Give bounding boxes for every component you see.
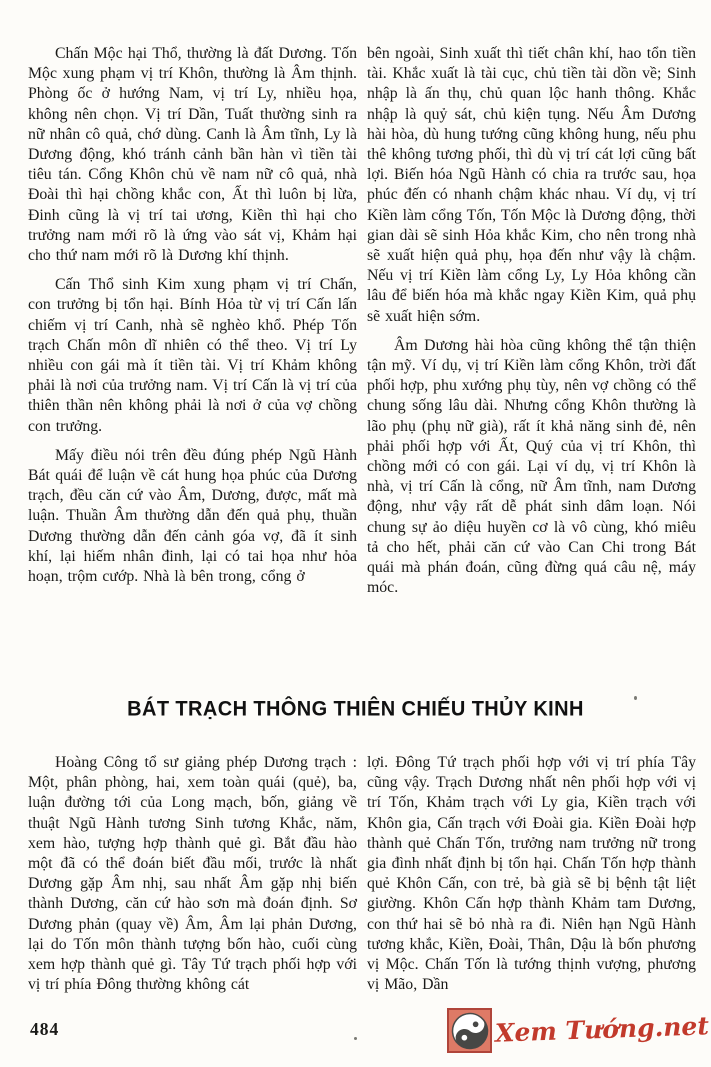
paragraph: Chấn Mộc hại Thổ, thường là đất Dương. Tốn Mộc xung phạm vị trí Khôn, thường là Âm thịnh. Phòng ốc ở hướng Nam, vị trí Ly, nhiều họa, không nên chọn. Vị trí Dần, Tuất thường sinh ra nữ nhân cô quả, chớ dùng. Canh là Âm tĩnh, Ly là Dương động, khó tránh cảnh bần hàn vì tiền tài tiêu tán. Cổng Khôn chủ về nam nữ cô quả, nhà Đoài thì hại chồng khắc con, Ất thì luôn bị lừa, Đinh cũng là vị trí tai ương, Kiền thì hại cho trưởng nam mới rõ là ứng vào sát vị, Khảm hại cho thứ nam mới rõ là Dương khí thịnh. — [28, 45, 357, 265]
bottom-right-column — [367, 753, 696, 1004]
section-top — [28, 44, 696, 607]
top-right-column — [367, 44, 696, 607]
yin-yang-icon — [447, 1008, 492, 1053]
paragraph: lợi. Đông Tứ trạch phối hợp với vị trí phía Tây cũng vậy. Trạch Dương nhất nên phối hợp với vị trí Tốn, Khảm trạch với Ly gia, Kiền trạch với Khôn gia, Cấn trạch với Đoài gia. Kiền Đoài hợp thành quẻ Chấn Tốn, trưởng nam trưởng nữ trong gia đình nhất định bị tổn hại. Chấn Tốn hợp thành quẻ Khôn Cấn, con trẻ, bà già sẽ bị bệnh tật liệt giường. Khôn Cấn hợp thành Khảm tam Dương, con thứ hai sẽ bỏ nhà ra đi. Niên hạn Ngũ Hành tương khắc, Kiền, Đoài, Thân, Dậu là bốn phương vị Mộc. Chấn Tốn là tướng thịnh vượng, phương vị Mão, Dần — [367, 754, 696, 994]
page-number: 484 — [30, 1019, 60, 1039]
watermark — [447, 1008, 709, 1053]
paragraph: Âm Dương hài hòa cũng không thể tận thiện tận mỹ. Ví dụ, vị trí Kiền làm cổng Khôn, trời đất phối hợp, phu xướng phụ tùy, nên vợ chồng có thể chung sống lâu dài. Nhưng cổng Khôn thường là lão phụ (phụ nữ già), rất ít khả năng sinh đẻ, nên phải phối hợp với Ất, Quý của vị trí Khôn, thì chồng mới có con gái. Lại ví dụ, vị trí Khôn là nhà, vị trí Cấn là cổng, nữ Âm tĩnh, nam Dương động, như vậy rất dễ phát sinh dâm loạn. Nói chung sự ảo diệu huyền cơ là vô cùng, khó miêu tả cho hết, phải căn cứ vào Can Chi trong Bát quái mà phán đoán, cũng đừng quá câu nệ, máy móc. — [367, 336, 696, 597]
section-bottom — [28, 753, 696, 1004]
watermark-site-name: Xem Tướng.net — [494, 1011, 710, 1049]
scan-speck — [354, 1037, 357, 1040]
paragraph: Hoàng Công tổ sư giảng phép Dương trạch : Một, phân phòng, hai, xem toàn quái (quẻ), ba, luận đường tới của Long mạch, bốn, giảng về thuật Ngũ Hành tương Sinh tương Khắc, năm, xem hào, tượng hợp thành quẻ gì. Bắt đầu hào một đã có thể đoán biết đầu mối, trước là nhất Dương gặp Âm nhị, sau nhất Âm gặp nhị biến thành Dương, căn cứ hào sơn mà đoán định. Sơ Dương phản (quay về) Âm, Âm lại phản Dương, lại do Tốn môn thành tượng bốn hào, cuối cùng xem hợp thành quẻ gì. Tây Tứ trạch phối hợp với vị trí phía Đông thường không cát — [28, 754, 357, 994]
paragraph: bên ngoài, Sinh xuất thì tiết chân khí, hao tổn tiền tài. Khắc xuất là tài cục, chủ tiền tài dồn về; Sinh nhập là ấn thụ, chủ quan lộc hanh thông. Khắc nhập là quỷ sát, chủ kiện tụng. Nếu Âm Dương hài hòa, dù hung tướng cũng không hung, nếu phu thê không tương phối, thì dù vị trí cát lợi cũng bất lợi. Biến hóa Ngũ Hành có chia ra trước sau, họa phúc đến có nhanh chậm khác nhau. Ví dụ, vị trí Kiền làm cổng Tốn, Tốn Mộc là Dương động, thời gian dài sẽ sinh Hỏa khắc Kim, cho nên trong nhà sẽ xuất hiện quả phụ, họa đến như vậy là chậm. Nếu vị trí Kiền làm cổng Ly, Ly Hỏa không cần lâu để biến hóa mà khắc ngay Kiền Kim, quả phụ sẽ xuất hiện sớm. — [367, 45, 696, 325]
top-left-column — [28, 44, 357, 607]
scan-speck — [634, 696, 637, 700]
bottom-left-column — [28, 753, 357, 1004]
chapter-heading: BÁT TRẠCH THÔNG THIÊN CHIẾU THỦY KINH — [127, 697, 584, 721]
paragraph: Cấn Thổ sinh Kim xung phạm vị trí Chấn, con trưởng bị tổn hại. Bính Hỏa từ vị trí Cấn lấn chiếm vị trí Canh, nhà sẽ nghèo khổ. Phép Tốn trạch Chấn môn dĩ nhiên có thể theo. Vị trí Ly nhiều con gái mà ít tiền tài. Vị trí Khảm không phải là nơi của trưởng nam. Vị trí Cấn là vị trí của thiên thần nên không phải là nơi ở của vợ chồng con trưởng. — [28, 276, 357, 435]
paragraph: Mấy điều nói trên đều đúng phép Ngũ Hành Bát quái để luận về cát hung họa phúc của Dương trạch, đều căn cứ vào Âm, Dương, được, mất mà luận. Thuần Âm thường dẫn đến quả phụ, thuần Dương thường dẫn đến cảnh góa vợ, đã ít sinh khí, lại hiếm nhân đinh, lại có tai họa như hỏa hoạn, trộm cướp. Nhà là bên trong, cổng ở — [28, 446, 357, 586]
